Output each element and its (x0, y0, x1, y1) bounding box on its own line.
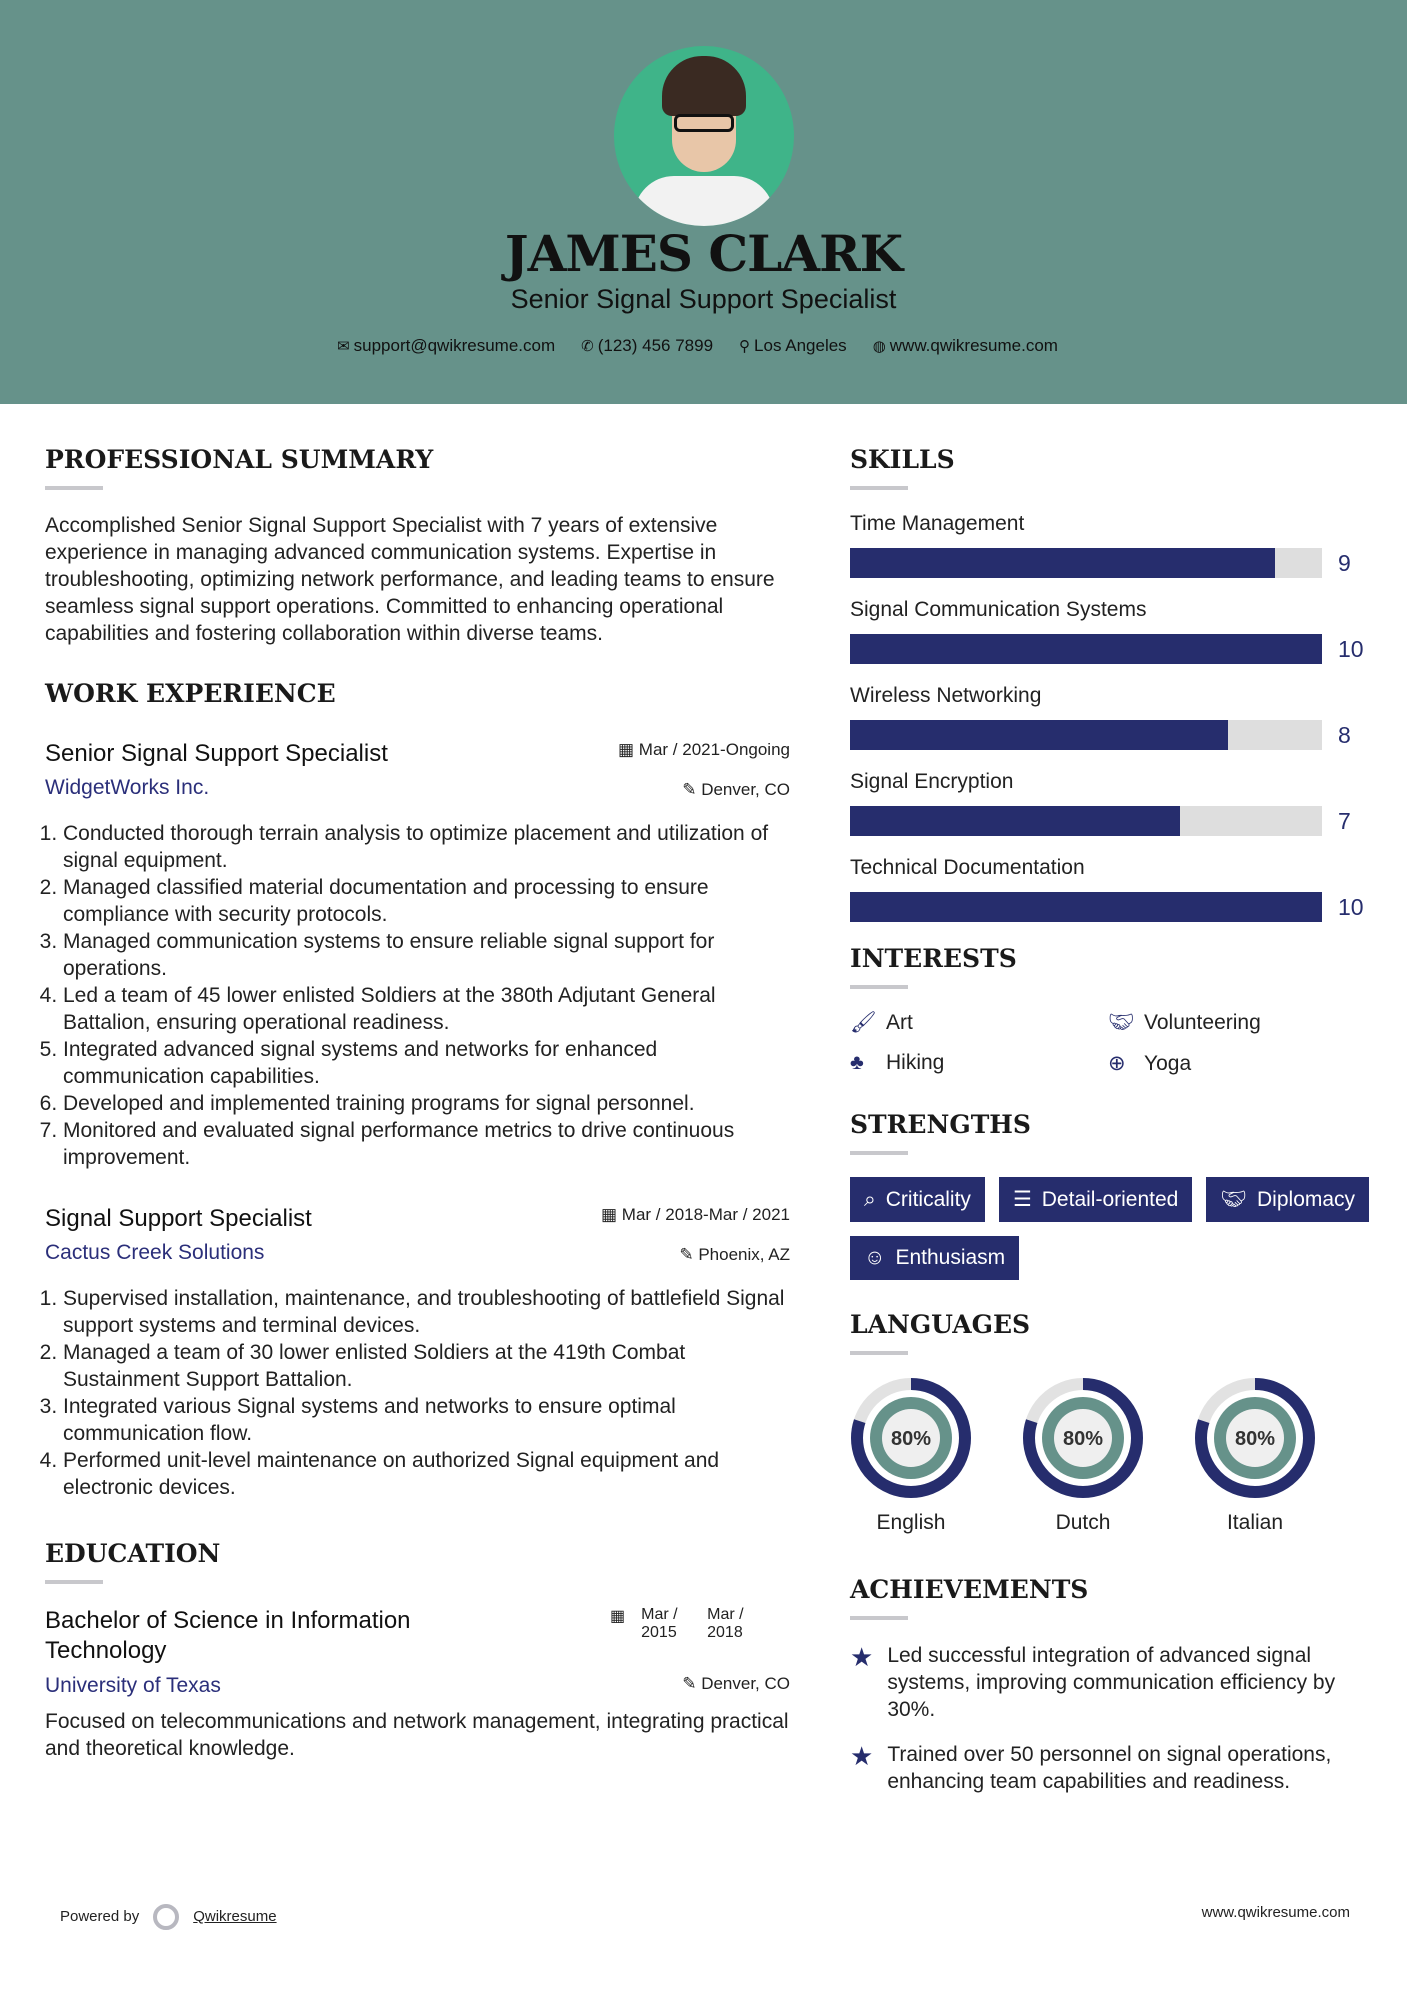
interest-volunteering: 🤝︎ Volunteering (1108, 1011, 1261, 1034)
pin-icon: ✎ (682, 1674, 702, 1693)
skill-bar (850, 634, 1322, 664)
school-name: University of Texas (45, 1674, 221, 1697)
bullet-item: 2. Managed a team of 30 lower enlisted Soldiers at the 419th Combat Sustainment Support Battalion. (63, 1339, 790, 1393)
skill-bar-fill (850, 892, 1322, 922)
company-name: WidgetWorks Inc. (45, 776, 210, 799)
divider (850, 1616, 908, 1620)
skill-value: 8 (1338, 721, 1351, 748)
strength-tag: 🤝︎ Diplomacy (1206, 1177, 1369, 1222)
summary-text: Accomplished Senior Signal Support Specialist with 7 years of extensive experience in managing advanced communication systems. Expertise in troubleshooting, optimizing network performance, and leading teams to ensure seamless signal support operations. Committed to enhancing operational capabilities and fostering collaboration within diverse teams. (45, 514, 775, 645)
company-name: Cactus Creek Solutions (45, 1241, 265, 1264)
job-location: Phoenix, AZ (698, 1245, 790, 1264)
skill-bar (850, 892, 1322, 922)
interest-art: 🖌︎ Art (850, 1011, 913, 1034)
skill-item (850, 684, 1370, 750)
list-icon: ☰ (1012, 1188, 1032, 1211)
star-icon: ★ (850, 1642, 874, 1672)
language-donut (1194, 1377, 1316, 1499)
divider (850, 1351, 908, 1355)
phone-text: (123) 456 7899 (597, 336, 714, 355)
language-name: Dutch (1055, 1511, 1111, 1534)
strengths-section (850, 1110, 1370, 1280)
right-column (850, 445, 1370, 1813)
email-link[interactable]: support@qwikresume.com (353, 336, 556, 355)
skill-value: 10 (1338, 893, 1364, 920)
resume-header (0, 0, 1407, 404)
divider (850, 486, 908, 490)
skill-value: 10 (1338, 635, 1364, 662)
language-name: Italian (1226, 1511, 1284, 1534)
edu-end: Mar / 2018 (707, 1606, 744, 1641)
job-date: Mar / 2021-Ongoing (638, 740, 790, 759)
bullet-item: 1. Supervised installation, maintenance, and troubleshooting of battlefield Signal support systems and terminal devices. (63, 1285, 790, 1339)
search-icon: ⌕ (864, 1187, 876, 1211)
section-title: STRENGTHS (850, 1110, 1031, 1139)
brand-link[interactable]: Qwikresume (193, 1907, 277, 1925)
footer-site[interactable]: www.qwikresume.com (1201, 1904, 1350, 1921)
language-item (850, 1377, 972, 1535)
bullet-item: 1. Conducted thorough terrain analysis to optimize placement and utilization of signal equipment. (63, 820, 790, 874)
phone-icon: ✆ (581, 338, 594, 355)
bullet-item: 5. Integrated advanced signal systems and networks for enhanced communication capabilities. (63, 1036, 790, 1090)
language-item (1022, 1377, 1144, 1535)
job-title: Signal Support Specialist (45, 1205, 312, 1232)
section-title: SKILLS (850, 445, 955, 474)
website-link[interactable]: www.qwikresume.com (889, 336, 1058, 355)
section-title: PROFESSIONAL SUMMARY (45, 445, 434, 474)
candidate-role: Senior Signal Support Specialist (510, 284, 897, 314)
job-bullets (63, 1285, 790, 1501)
job-location: Denver, CO (701, 780, 790, 799)
pin-icon: ✎ (679, 1245, 699, 1264)
divider (45, 486, 103, 490)
skill-bar-fill (850, 806, 1180, 836)
summary-section (45, 445, 790, 647)
skill-label: Signal Encryption (850, 770, 1014, 793)
job-entry (45, 1205, 790, 1501)
skill-bar-fill (850, 634, 1322, 664)
divider (45, 1580, 103, 1584)
bullet-item: 2. Managed classified material documentation and processing to ensure compliance with security protocols. (63, 874, 790, 928)
interests-section (850, 944, 1370, 1076)
divider (45, 720, 103, 724)
skill-label: Technical Documentation (850, 856, 1085, 879)
paintbrush-icon: 🖌︎ (850, 1011, 877, 1034)
section-title: WORK EXPERIENCE (45, 679, 336, 708)
section-title: EDUCATION (45, 1539, 221, 1568)
bullet-item: 4. Led a team of 45 lower enlisted Soldiers at the 380th Adjutant General Battalion, ensuring operational readiness. (63, 982, 790, 1036)
achievement-text: Trained over 50 personnel on signal operations, enhancing team capabilities and readiness. (887, 1743, 1332, 1793)
language-name: English (876, 1511, 946, 1534)
section-title: INTERESTS (850, 944, 1017, 973)
location-text: Los Angeles (754, 336, 847, 355)
interest-hiking: ♣ Hiking (850, 1051, 945, 1074)
degree-title: Bachelor of Science in Information Technology (45, 1607, 411, 1664)
pin-icon: ✎ (682, 780, 702, 799)
bullet-item: 7. Monitored and evaluated signal performance metrics to drive continuous improvement. (63, 1117, 790, 1171)
envelope-icon: ✉ (337, 338, 350, 355)
section-title: ACHIEVEMENTS (850, 1575, 1089, 1604)
bullet-item: 6. Developed and implemented training programs for signal personnel. (63, 1090, 790, 1117)
job-title: Senior Signal Support Specialist (45, 740, 388, 767)
section-title: LANGUAGES (850, 1310, 1031, 1339)
language-item (1194, 1377, 1316, 1535)
language-donut (1022, 1377, 1144, 1499)
edu-location: Denver, CO (701, 1674, 790, 1693)
lifebuoy-icon: ⊕ (1108, 1052, 1126, 1075)
footer (60, 1904, 1350, 1930)
bullet-item: 3. Managed communication systems to ensure reliable signal support for operations. (63, 928, 790, 982)
skill-bar-fill (850, 548, 1275, 578)
left-column (45, 445, 790, 1762)
skill-item (850, 512, 1370, 578)
edu-text: Focused on telecommunications and network management, integrating practical and theoretical knowledge. (45, 1710, 789, 1760)
map-pin-icon: ⚲ (739, 338, 751, 355)
skill-item (850, 598, 1370, 664)
strength-tag: ⌕ Criticality (850, 1177, 985, 1222)
language-percent: 80% (890, 1428, 932, 1450)
skill-bar (850, 806, 1322, 836)
divider (850, 1151, 908, 1155)
globe-icon: ◍ (872, 338, 886, 355)
candidate-name: JAMES CLARK (504, 224, 903, 283)
powered-by-text: Powered by (60, 1907, 140, 1925)
contact-bar (0, 336, 1407, 356)
star-icon: ★ (850, 1741, 874, 1771)
languages-section (850, 1310, 1370, 1535)
job-entry (45, 740, 790, 1171)
edu-start: Mar / 2015 (641, 1606, 678, 1641)
strength-tag: ☺ Enthusiasm (850, 1236, 1019, 1280)
tree-icon: ♣ (850, 1051, 864, 1074)
calendar-icon: ▦ (610, 1608, 626, 1625)
skills-section (850, 445, 1370, 922)
skill-item (850, 770, 1370, 836)
skill-label: Signal Communication Systems (850, 598, 1147, 621)
calendar-icon: ▦ (618, 740, 639, 759)
skill-value: 9 (1338, 549, 1351, 576)
language-donut (850, 1377, 972, 1499)
skill-bar (850, 720, 1322, 750)
job-date: Mar / 2018-Mar / 2021 (621, 1205, 790, 1224)
skill-value: 7 (1338, 807, 1351, 834)
interest-yoga: ⊕ Yoga (1108, 1052, 1192, 1075)
skill-bar-fill (850, 720, 1228, 750)
skill-label: Time Management (850, 512, 1025, 535)
qwikresume-logo (153, 1904, 179, 1930)
bullet-item: 3. Integrated various Signal systems and networks to ensure optimal communication flow. (63, 1393, 790, 1447)
job-bullets (63, 820, 790, 1171)
education-section (45, 1539, 790, 1762)
strength-tag: ☰ Detail-oriented (999, 1177, 1192, 1222)
divider (850, 985, 908, 989)
experience-section (45, 679, 790, 1501)
achievements-section (850, 1575, 1370, 1795)
skill-item (850, 856, 1370, 922)
handshake-icon: 🤝︎ (1108, 1011, 1135, 1034)
achievement-text: Led successful integration of advanced signal systems, improving communication efficiency by 30%. (887, 1644, 1336, 1721)
profile-photo (614, 46, 794, 226)
skill-label: Wireless Networking (850, 684, 1042, 707)
bullet-item: 4. Performed unit-level maintenance on authorized Signal equipment and electronic devices. (63, 1447, 790, 1501)
calendar-icon: ▦ (601, 1205, 622, 1224)
handshake-icon: 🤝︎ (1220, 1187, 1248, 1211)
smile-icon: ☺ (864, 1246, 886, 1269)
language-percent: 80% (1062, 1428, 1104, 1450)
skill-bar (850, 548, 1322, 578)
language-percent: 80% (1234, 1428, 1276, 1450)
